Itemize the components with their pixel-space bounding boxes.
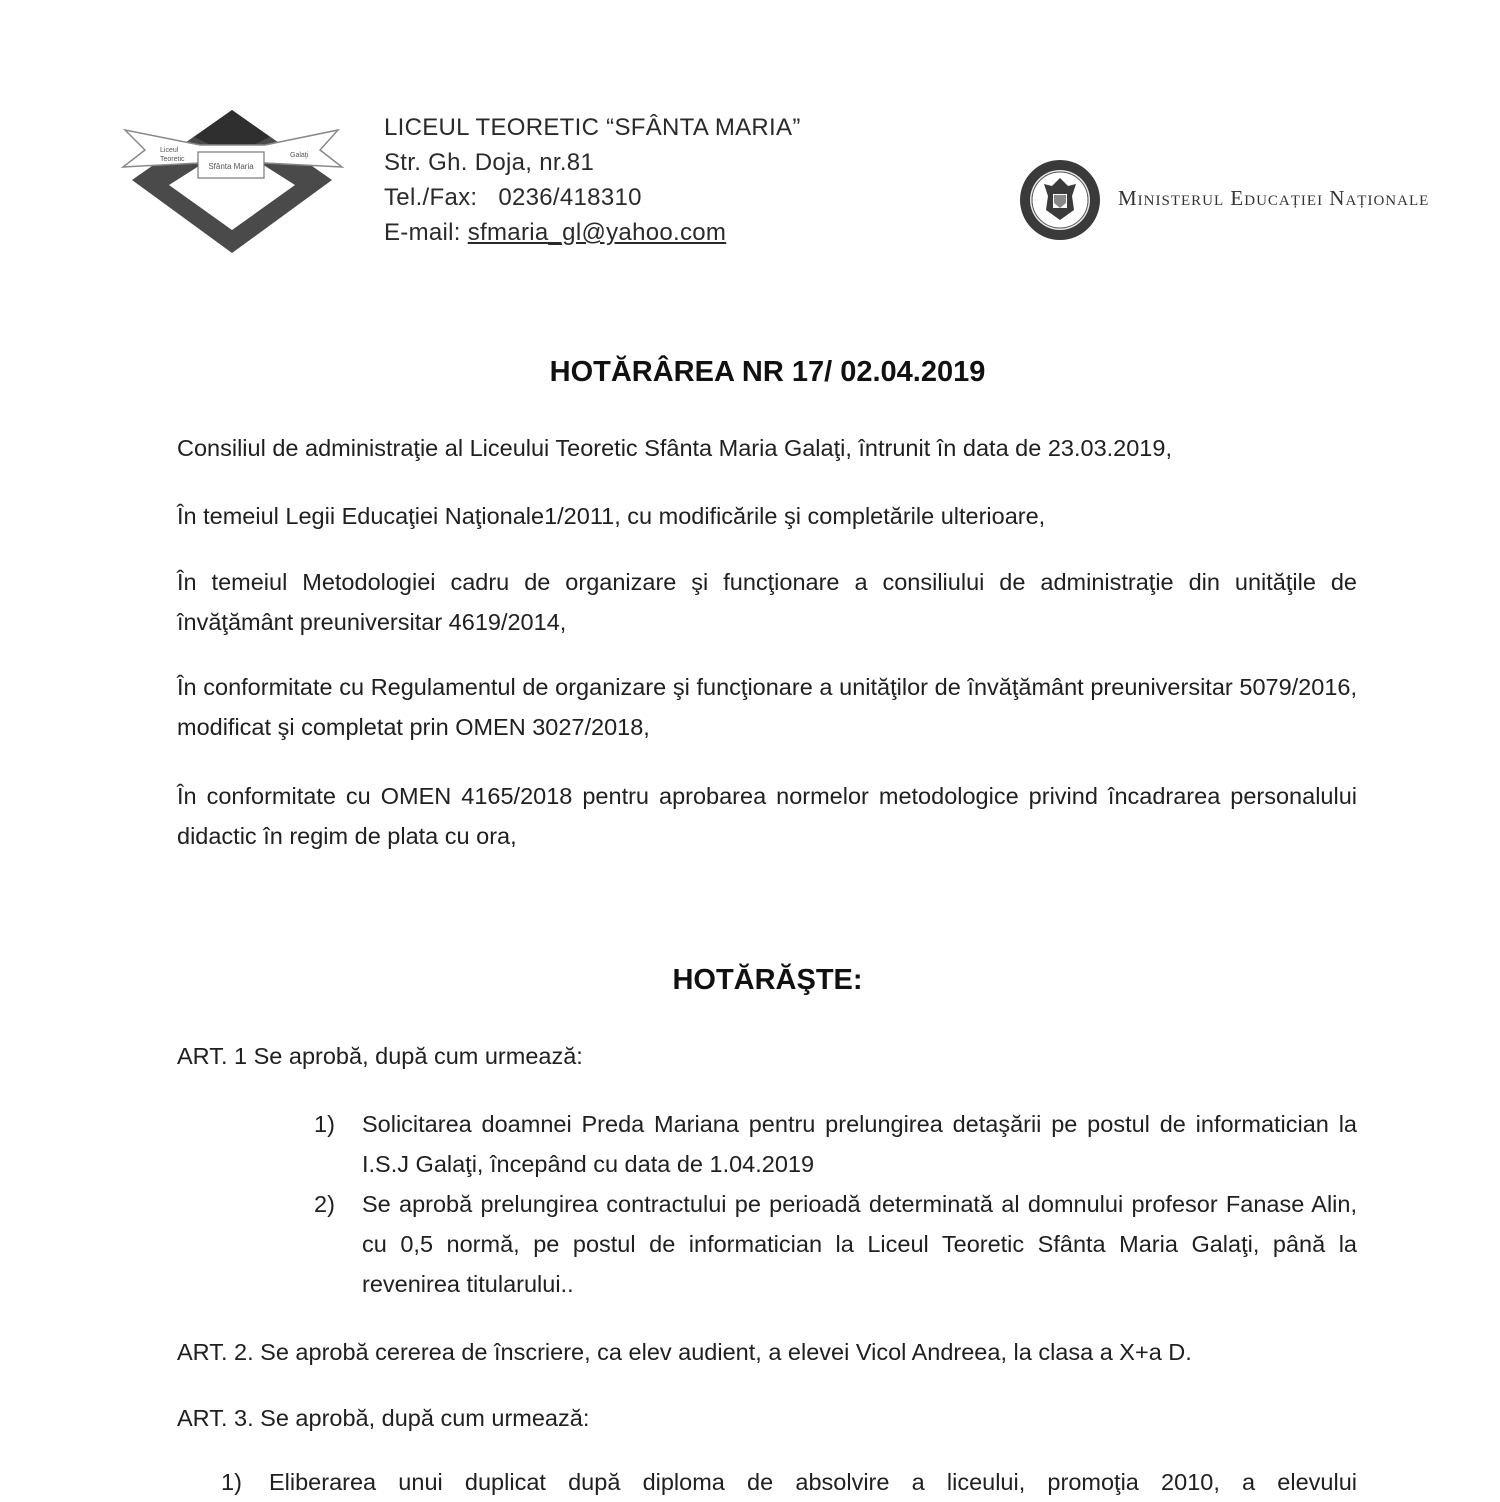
school-phone-line: [384, 180, 801, 215]
preamble-paragraph: În temeiul Metodologiei cadru de organizare şi funcţionare a consiliului de administraţie din unităţile de învăţământ preuniversitar 4619/2014,: [177, 569, 1357, 635]
document-title: HOTĂRÂREA NR 17/ 02.04.2019: [549, 356, 986, 388]
decides-heading: HOTĂRĂŞTE:: [672, 964, 863, 996]
article-1-list: [314, 1104, 1357, 1304]
list-item: [314, 1184, 1357, 1304]
article-2-text: ART. 2. Se aprobă cererea de înscriere, ca elev audient, a elevei Vicol Andreea, la clasa a X+a D.: [177, 1339, 1192, 1365]
article-3-text: ART. 3. Se aprobă, după cum urmează:: [177, 1405, 590, 1431]
school-name: LICEUL TEORETIC “SFÂNTA MARIA”: [384, 114, 801, 141]
list-item-text: Eliberarea unui duplicat după diploma de absolvire a liceului, promoţia 2010, a elevului: [269, 1469, 1357, 1495]
phone-label: Tel./Fax:: [384, 184, 478, 211]
article-3-list: [221, 1462, 1357, 1502]
school-contact-block: [384, 110, 801, 250]
phone-number: 0236/418310: [498, 184, 642, 211]
preamble-paragraph: În temeiul Legii Educaţiei Naţionale1/2011, cu modificările şi completările ulterioare,: [177, 503, 1046, 529]
article-1-text: ART. 1 Se aprobă, după cum urmează:: [177, 1043, 583, 1069]
svg-text:Liceul: Liceul: [160, 147, 179, 154]
list-item-number: 1): [221, 1469, 242, 1495]
government-seal-icon: [1018, 158, 1102, 242]
svg-text:Teoretic: Teoretic: [160, 156, 185, 163]
preamble-paragraph: Consiliul de administraţie al Liceului Teoretic Sfânta Maria Galaţi, întrunit în data de 23.03.2019,: [177, 435, 1172, 461]
list-item-text: Se aprobă prelungirea contractului pe perioadă determinată al domnului profesor Fanase Alin, cu 0,5 normă, pe postul de informatician la Liceul Teoretic Sfânta Maria Galaţi, până la revenirea titularului..: [362, 1191, 1357, 1297]
ministry-name: Ministerul Educației Naționale: [1118, 186, 1430, 210]
email-link[interactable]: sfmaria_gl@yahoo.com: [467, 219, 727, 246]
list-item: [314, 1104, 1357, 1184]
school-crest-logo-icon: [120, 105, 345, 255]
school-address: Str. Gh. Doja, nr.81: [384, 149, 595, 176]
list-item-number: 1): [314, 1111, 335, 1137]
list-item-text: Solicitarea doamnei Preda Mariana pentru prelungirea detaşării pe postul de informatician la I.S.J Galaţi, începând cu data de 1.04.2019: [362, 1111, 1357, 1177]
email-label: E-mail:: [384, 219, 461, 246]
school-email-line: [384, 215, 801, 250]
svg-text:Galaţi: Galaţi: [290, 152, 309, 159]
list-item-number: 2): [314, 1191, 335, 1217]
preamble-paragraph: În conformitate cu Regulamentul de organizare şi funcţionare a unităţilor de învăţământ preuniversitar 5079/2016, modificat şi completat prin OMEN 3027/2018,: [177, 674, 1357, 740]
svg-text:Sfânta Maria: Sfânta Maria: [208, 162, 254, 171]
list-item: [221, 1462, 1357, 1502]
preamble-paragraph: În conformitate cu OMEN 4165/2018 pentru aprobarea normelor metodologice privind încadrarea personalului didactic în regim de plata cu ora,: [177, 783, 1357, 849]
